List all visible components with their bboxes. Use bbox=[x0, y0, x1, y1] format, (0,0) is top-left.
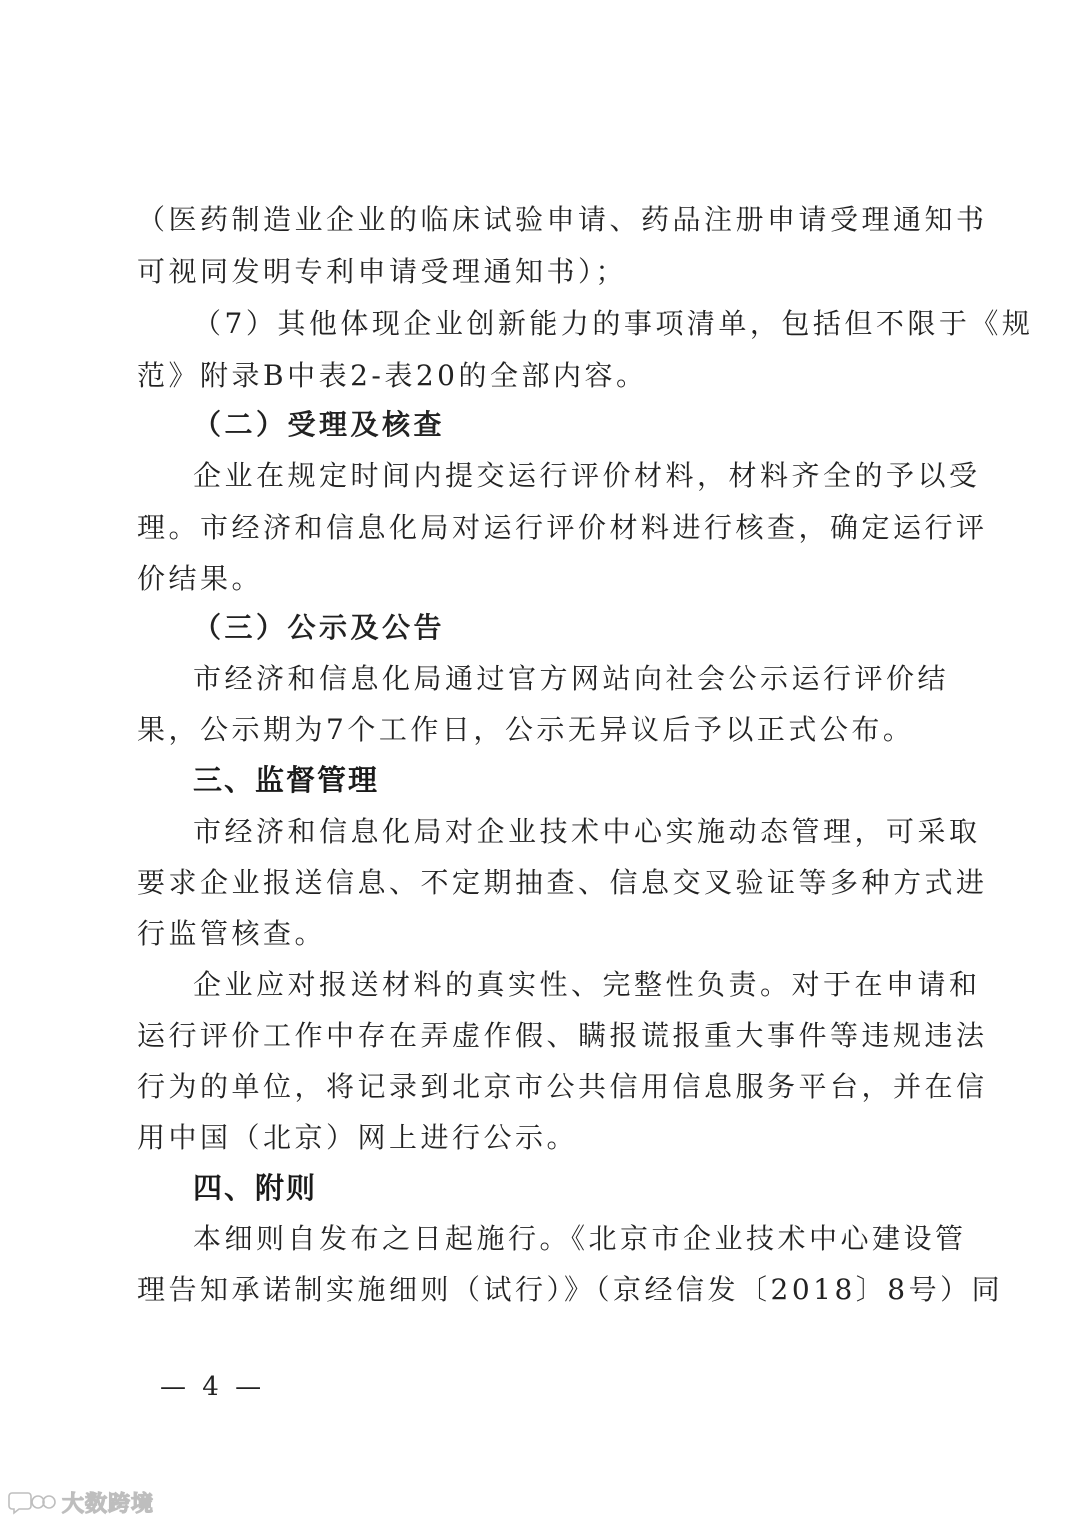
body-line: （7）其他体现企业创新能力的事项清单，包括但不限于《规 bbox=[193, 307, 1034, 340]
body-line: 理。市经济和信息化局对运行评价材料进行核查，确定运行评 bbox=[137, 511, 988, 544]
speech-bubble-logo-icon bbox=[8, 1490, 56, 1516]
body-line: 范》附录B中表2-表20的全部内容。 bbox=[137, 359, 648, 392]
body-line: 企业应对报送材料的真实性、完整性负责。对于在申请和 bbox=[193, 968, 981, 1001]
body-line: 市经济和信息化局通过官方网站向社会公示运行评价结 bbox=[193, 662, 950, 695]
body-line: 本细则自发布之日起施行。《北京市企业技术中心建设管 bbox=[193, 1222, 967, 1255]
section-heading: （三）公示及公告 bbox=[193, 611, 446, 644]
body-line: 用中国（北京）网上进行公示。 bbox=[137, 1121, 579, 1154]
body-line: 理告知承诺制实施细则（试行）》（京经信发〔2018〕8号）同 bbox=[137, 1273, 1004, 1306]
body-line: 可视同发明专利申请受理通知书）； bbox=[137, 255, 628, 288]
body-line: 价结果。 bbox=[137, 562, 264, 595]
section-heading: （二）受理及核查 bbox=[193, 408, 446, 441]
chapter-heading: 三、监督管理 bbox=[193, 763, 380, 797]
body-line: 行为的单位，将记录到北京市公共信用信息服务平台，并在信 bbox=[137, 1070, 988, 1103]
body-line: 企业在规定时间内提交运行评价材料，材料齐全的予以受 bbox=[193, 459, 981, 492]
body-line: 行监管核查。 bbox=[137, 917, 327, 950]
body-line: 要求企业报送信息、不定期抽查、信息交叉验证等多种方式进 bbox=[137, 866, 988, 899]
body-line: 市经济和信息化局对企业技术中心实施动态管理，可采取 bbox=[193, 815, 981, 848]
chapter-heading: 四、附则 bbox=[193, 1171, 318, 1205]
watermark bbox=[8, 1487, 154, 1518]
body-line: 运行评价工作中存在弄虚作假、瞒报谎报重大事件等违规违法 bbox=[137, 1019, 988, 1052]
watermark-text: 大数跨境 bbox=[62, 1492, 155, 1517]
body-line: （医药制造业企业的临床试验申请、药品注册申请受理通知书 bbox=[137, 203, 988, 236]
body-line: 果，公示期为7个工作日，公示无异议后予以正式公布。 bbox=[137, 713, 915, 746]
page-number: — 4 — bbox=[160, 1372, 266, 1402]
